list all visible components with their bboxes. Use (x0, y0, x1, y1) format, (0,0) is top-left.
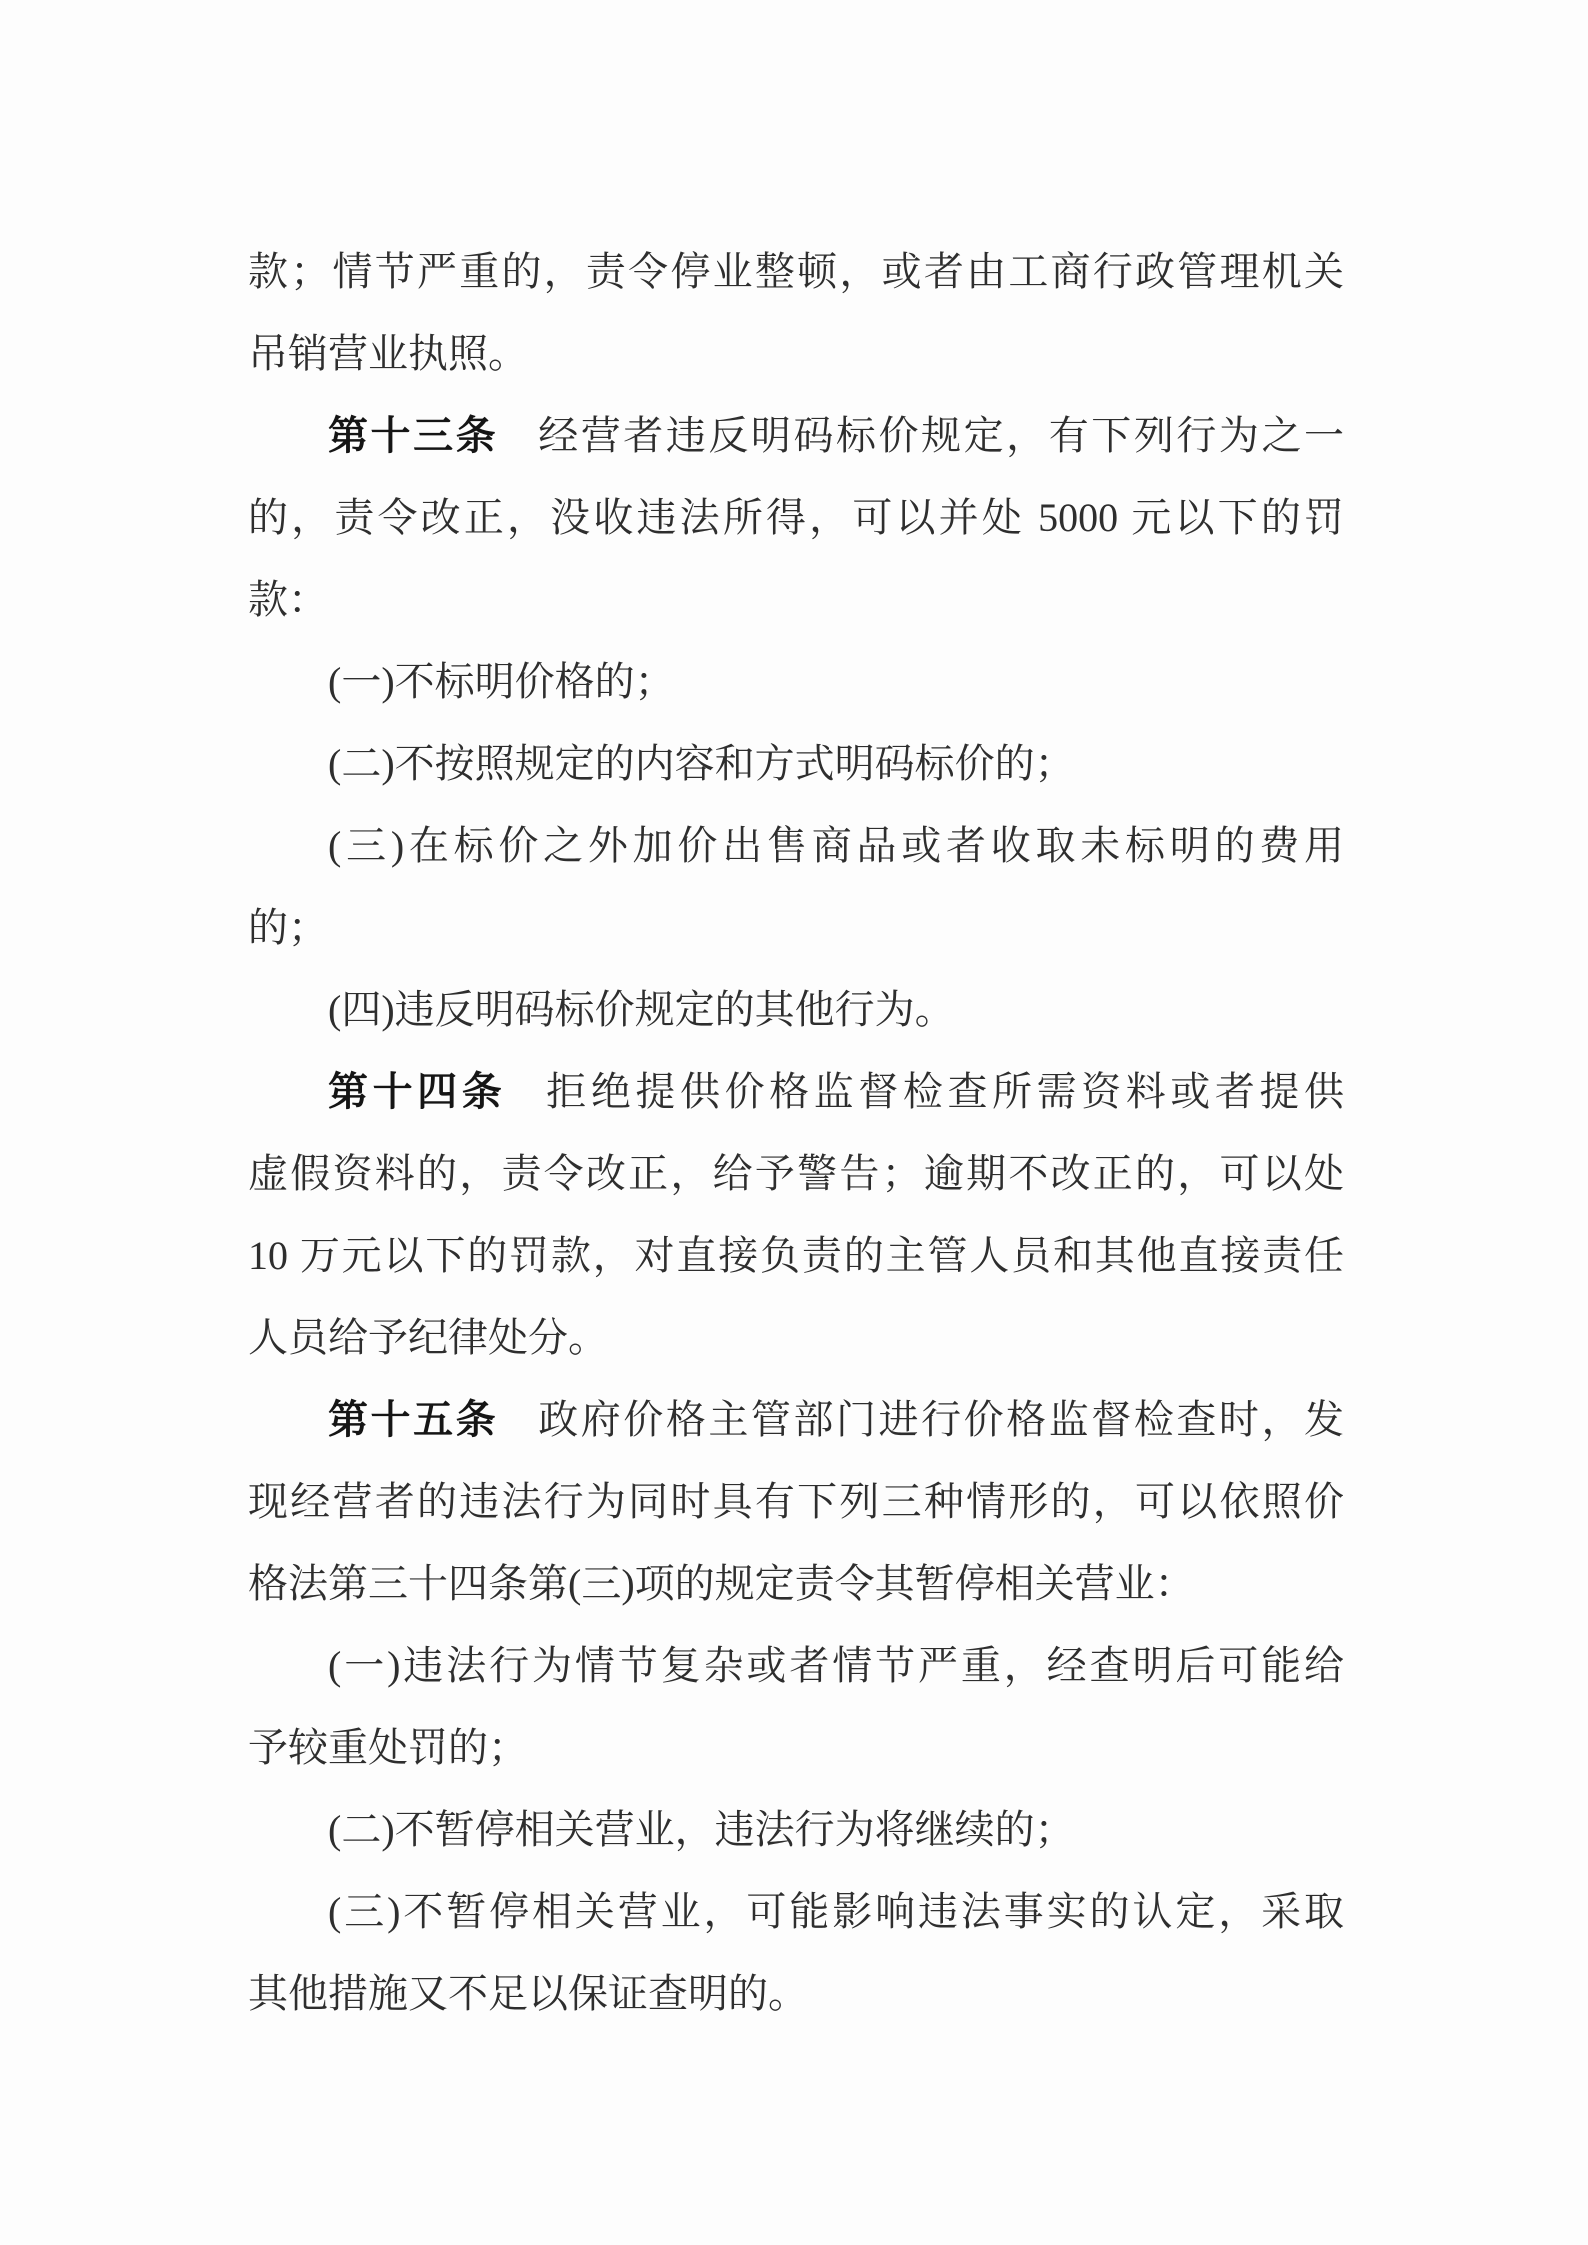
article-number: 第十五条 (328, 1397, 499, 1442)
text-line: 格法第三十四条第(三)项的规定责令其暂停相关营业： (248, 1561, 1195, 1606)
line-text: 政府价格主管部门进行价格监督检查时，发 (538, 1397, 1345, 1442)
line-text: 经营者违反明码标价规定，有下列行为之一 (538, 413, 1345, 458)
article-number: 第十三条 (328, 413, 499, 458)
text-line (248, 1379, 1344, 1461)
text-line (248, 1051, 1344, 1133)
text-line: (三)不暂停相关营业，可能影响违法事实的认定，采取 (328, 1889, 1344, 1934)
text-line (248, 395, 1344, 477)
text-line: 的； (248, 905, 328, 950)
text-line: (四)违反明码标价规定的其他行为。 (328, 987, 955, 1032)
text-line: (三)在标价之外加价出售商品或者收取未标明的费用 (328, 823, 1344, 868)
text-line: 人员给予纪律处分。 (248, 1315, 608, 1360)
text-line: 10 万元以下的罚款，对直接负责的主管人员和其他直接责任 (248, 1233, 1344, 1278)
text-line: 款： (248, 577, 328, 622)
text-line: 款；情节严重的，责令停业整顿，或者由工商行政管理机关 (248, 249, 1344, 294)
text-line: (一)不标明价格的； (328, 659, 675, 704)
text-line: 现经营者的违法行为同时具有下列三种情形的，可以依照价 (248, 1479, 1344, 1524)
text-line: 虚假资料的，责令改正，给予警告；逾期不改正的，可以处 (248, 1151, 1344, 1196)
article-number: 第十四条 (328, 1069, 507, 1114)
text-line: 其他措施又不足以保证查明的。 (248, 1971, 808, 2016)
text-line: (二)不暂停相关营业，违法行为将继续的； (328, 1807, 1075, 1852)
text-line: 予较重处罚的； (248, 1725, 528, 1770)
text-line: 吊销营业执照。 (248, 331, 528, 376)
text-line: 的，责令改正，没收违法所得，可以并处 5000 元以下的罚 (248, 495, 1344, 540)
line-text: 拒绝提供价格监督检查所需资料或者提供 (546, 1069, 1345, 1114)
text-line: (一)违法行为情节复杂或者情节严重，经查明后可能给 (328, 1643, 1344, 1688)
document-text-block (248, 231, 1344, 2035)
text-line: (二)不按照规定的内容和方式明码标价的； (328, 741, 1075, 786)
